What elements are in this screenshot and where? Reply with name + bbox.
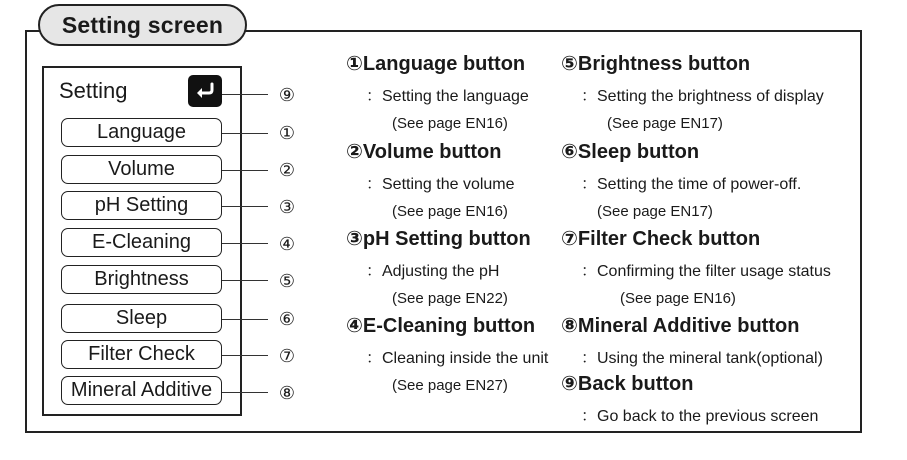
e-cleaning-description: [346, 313, 548, 394]
description-title: ⑨Back button: [561, 373, 694, 395]
description-title: ⑧Mineral Additive button: [561, 315, 800, 337]
page-heading: Setting screen: [38, 4, 247, 46]
callout-3: ③: [278, 197, 296, 217]
page-reference: (See page EN16): [392, 203, 508, 220]
leader-line: [222, 133, 268, 134]
leader-line: [222, 319, 268, 320]
description-text: ：Using the mineral tank(optional): [581, 350, 823, 367]
mineral-additive-description: [561, 313, 823, 368]
description-title: ④E-Cleaning button: [346, 315, 536, 337]
e-cleaning-button[interactable]: E-Cleaning: [61, 228, 222, 257]
page-reference: (See page EN16): [620, 290, 736, 307]
page-reference: (See page EN22): [392, 290, 508, 307]
callout-6: ⑥: [278, 309, 296, 329]
description-text: ：Adjusting the pH: [366, 263, 500, 280]
language-description: [346, 51, 529, 132]
callout-9: ⑨: [278, 85, 296, 105]
back-description: [561, 371, 818, 426]
page-reference: (See page EN17): [597, 203, 713, 220]
filter-check-button[interactable]: Filter Check: [61, 340, 222, 369]
mineral-additive-button[interactable]: Mineral Additive: [61, 376, 222, 405]
leader-line: [222, 280, 268, 281]
description-title: ③pH Setting button: [346, 228, 531, 250]
description-title: ②Volume button: [346, 141, 502, 163]
leader-line: [222, 355, 268, 356]
description-text: ：Setting the language: [366, 88, 529, 105]
description-title: ①Language button: [346, 53, 526, 75]
leader-line: [222, 243, 268, 244]
page-reference: (See page EN27): [392, 377, 508, 394]
callout-1: ①: [278, 123, 296, 143]
brightness-button[interactable]: Brightness: [61, 265, 222, 294]
ph-setting-button[interactable]: pH Setting: [61, 191, 222, 220]
sleep-description: [561, 139, 801, 220]
description-text: ：Confirming the filter usage status: [581, 263, 831, 280]
callout-7: ⑦: [278, 346, 296, 366]
callout-4: ④: [278, 234, 296, 254]
description-text: ：Go back to the previous screen: [581, 408, 819, 425]
page-reference: (See page EN16): [392, 115, 508, 132]
return-arrow-icon: [194, 82, 216, 100]
leader-line: [222, 206, 268, 207]
back-button[interactable]: [188, 75, 222, 107]
leader-line: [222, 94, 268, 95]
sleep-button[interactable]: Sleep: [61, 304, 222, 333]
callout-5: ⑤: [278, 271, 296, 291]
description-text: ：Setting the time of power-off.: [581, 176, 802, 193]
description-text: ：Cleaning inside the unit: [366, 350, 549, 367]
brightness-description: [561, 51, 824, 132]
description-title: ⑥Sleep button: [561, 141, 700, 163]
screen-title: Setting: [59, 78, 128, 103]
description-text: ：Setting the brightness of display: [581, 88, 824, 105]
description-text: ：Setting the volume: [366, 176, 515, 193]
page-reference: (See page EN17): [607, 115, 723, 132]
description-title: ⑦Filter Check button: [561, 228, 761, 250]
leader-line: [222, 170, 268, 171]
volume-description: [346, 139, 515, 220]
callout-8: ⑧: [278, 383, 296, 403]
leader-line: [222, 392, 268, 393]
language-button[interactable]: Language: [61, 118, 222, 147]
volume-button[interactable]: Volume: [61, 155, 222, 184]
ph-setting-description: [346, 226, 531, 307]
callout-2: ②: [278, 160, 296, 180]
filter-check-description: [561, 226, 831, 307]
description-title: ⑤Brightness button: [561, 53, 751, 75]
